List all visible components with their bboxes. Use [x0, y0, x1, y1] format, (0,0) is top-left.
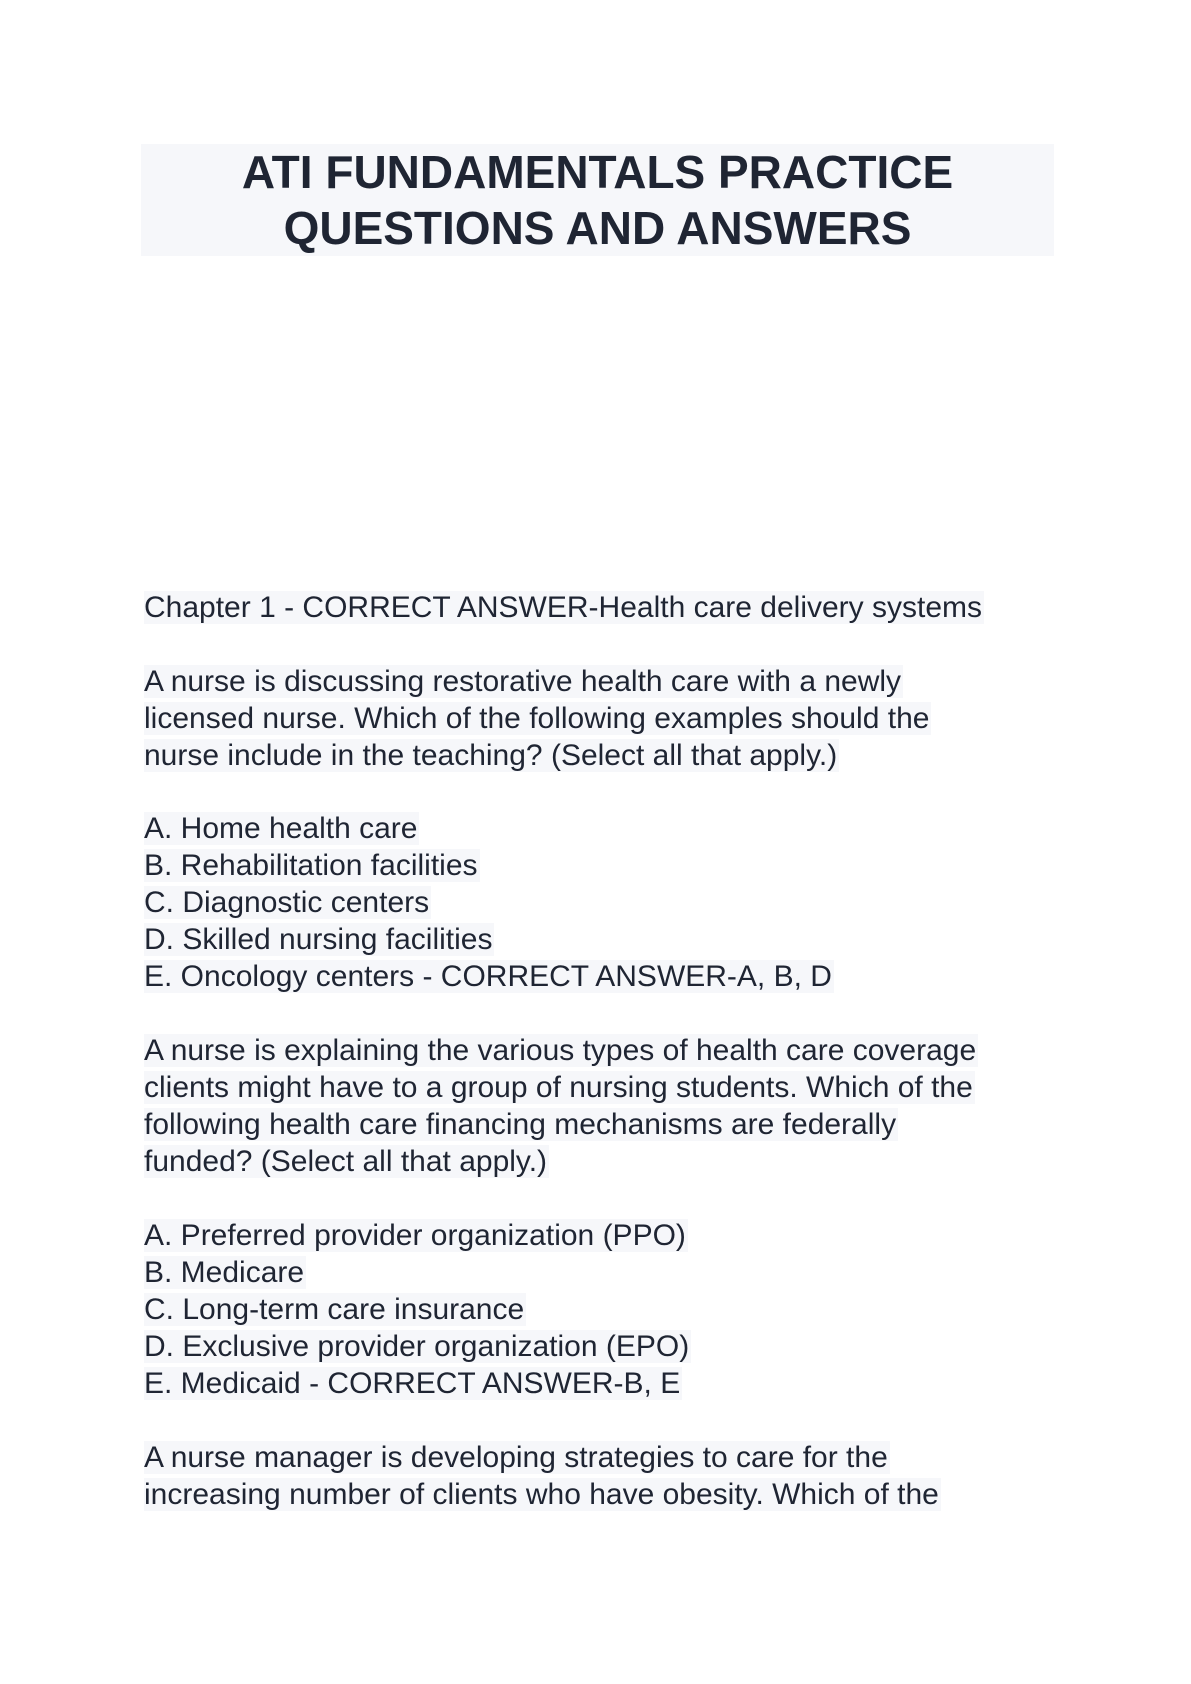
- question-1-option-e: E. Oncology centers - CORRECT ANSWER-A, B, D: [144, 960, 832, 993]
- title-line-2: QUESTIONS AND ANSWERS: [283, 202, 912, 254]
- question-1-stem-line-1: A nurse is discussing restorative health care with a newly: [144, 665, 902, 698]
- question-1-option-a: A. Home health care: [144, 812, 418, 845]
- question-2-option-e: E. Medicaid - CORRECT ANSWER-B, E: [144, 1367, 681, 1400]
- title-line-1: ATI FUNDAMENTALS PRACTICE: [241, 146, 954, 198]
- question-1-stem-line-3: nurse include in the teaching? (Select all that apply.): [144, 739, 838, 772]
- document-title: [141, 144, 1054, 256]
- question-2-option-a: A. Preferred provider organization (PPO): [144, 1219, 686, 1252]
- question-1-stem-line-2: licensed nurse. Which of the following examples should the: [144, 702, 930, 735]
- question-3-stem-line-2: increasing number of clients who have obesity. Which of the: [144, 1478, 939, 1511]
- question-2-stem-line-1: A nurse is explaining the various types of health care coverage: [144, 1034, 977, 1067]
- question-2-stem-line-4: funded? (Select all that apply.): [144, 1145, 548, 1178]
- question-2-stem-line-2: clients might have to a group of nursing students. Which of the: [144, 1071, 973, 1104]
- question-1-option-c: C. Diagnostic centers: [144, 886, 430, 919]
- question-2-option-b: B. Medicare: [144, 1256, 305, 1289]
- question-2-stem-line-3: following health care financing mechanisms are federally: [144, 1108, 897, 1141]
- question-3-stem-line-1: A nurse manager is developing strategies to care for the: [144, 1441, 888, 1474]
- question-1-option-b: B. Rehabilitation facilities: [144, 849, 478, 882]
- question-2-option-c: C. Long-term care insurance: [144, 1293, 525, 1326]
- question-2-option-d: D. Exclusive provider organization (EPO): [144, 1330, 690, 1363]
- chapter-heading: Chapter 1 - CORRECT ANSWER-Health care delivery systems: [144, 591, 983, 624]
- question-1-option-d: D. Skilled nursing facilities: [144, 923, 493, 956]
